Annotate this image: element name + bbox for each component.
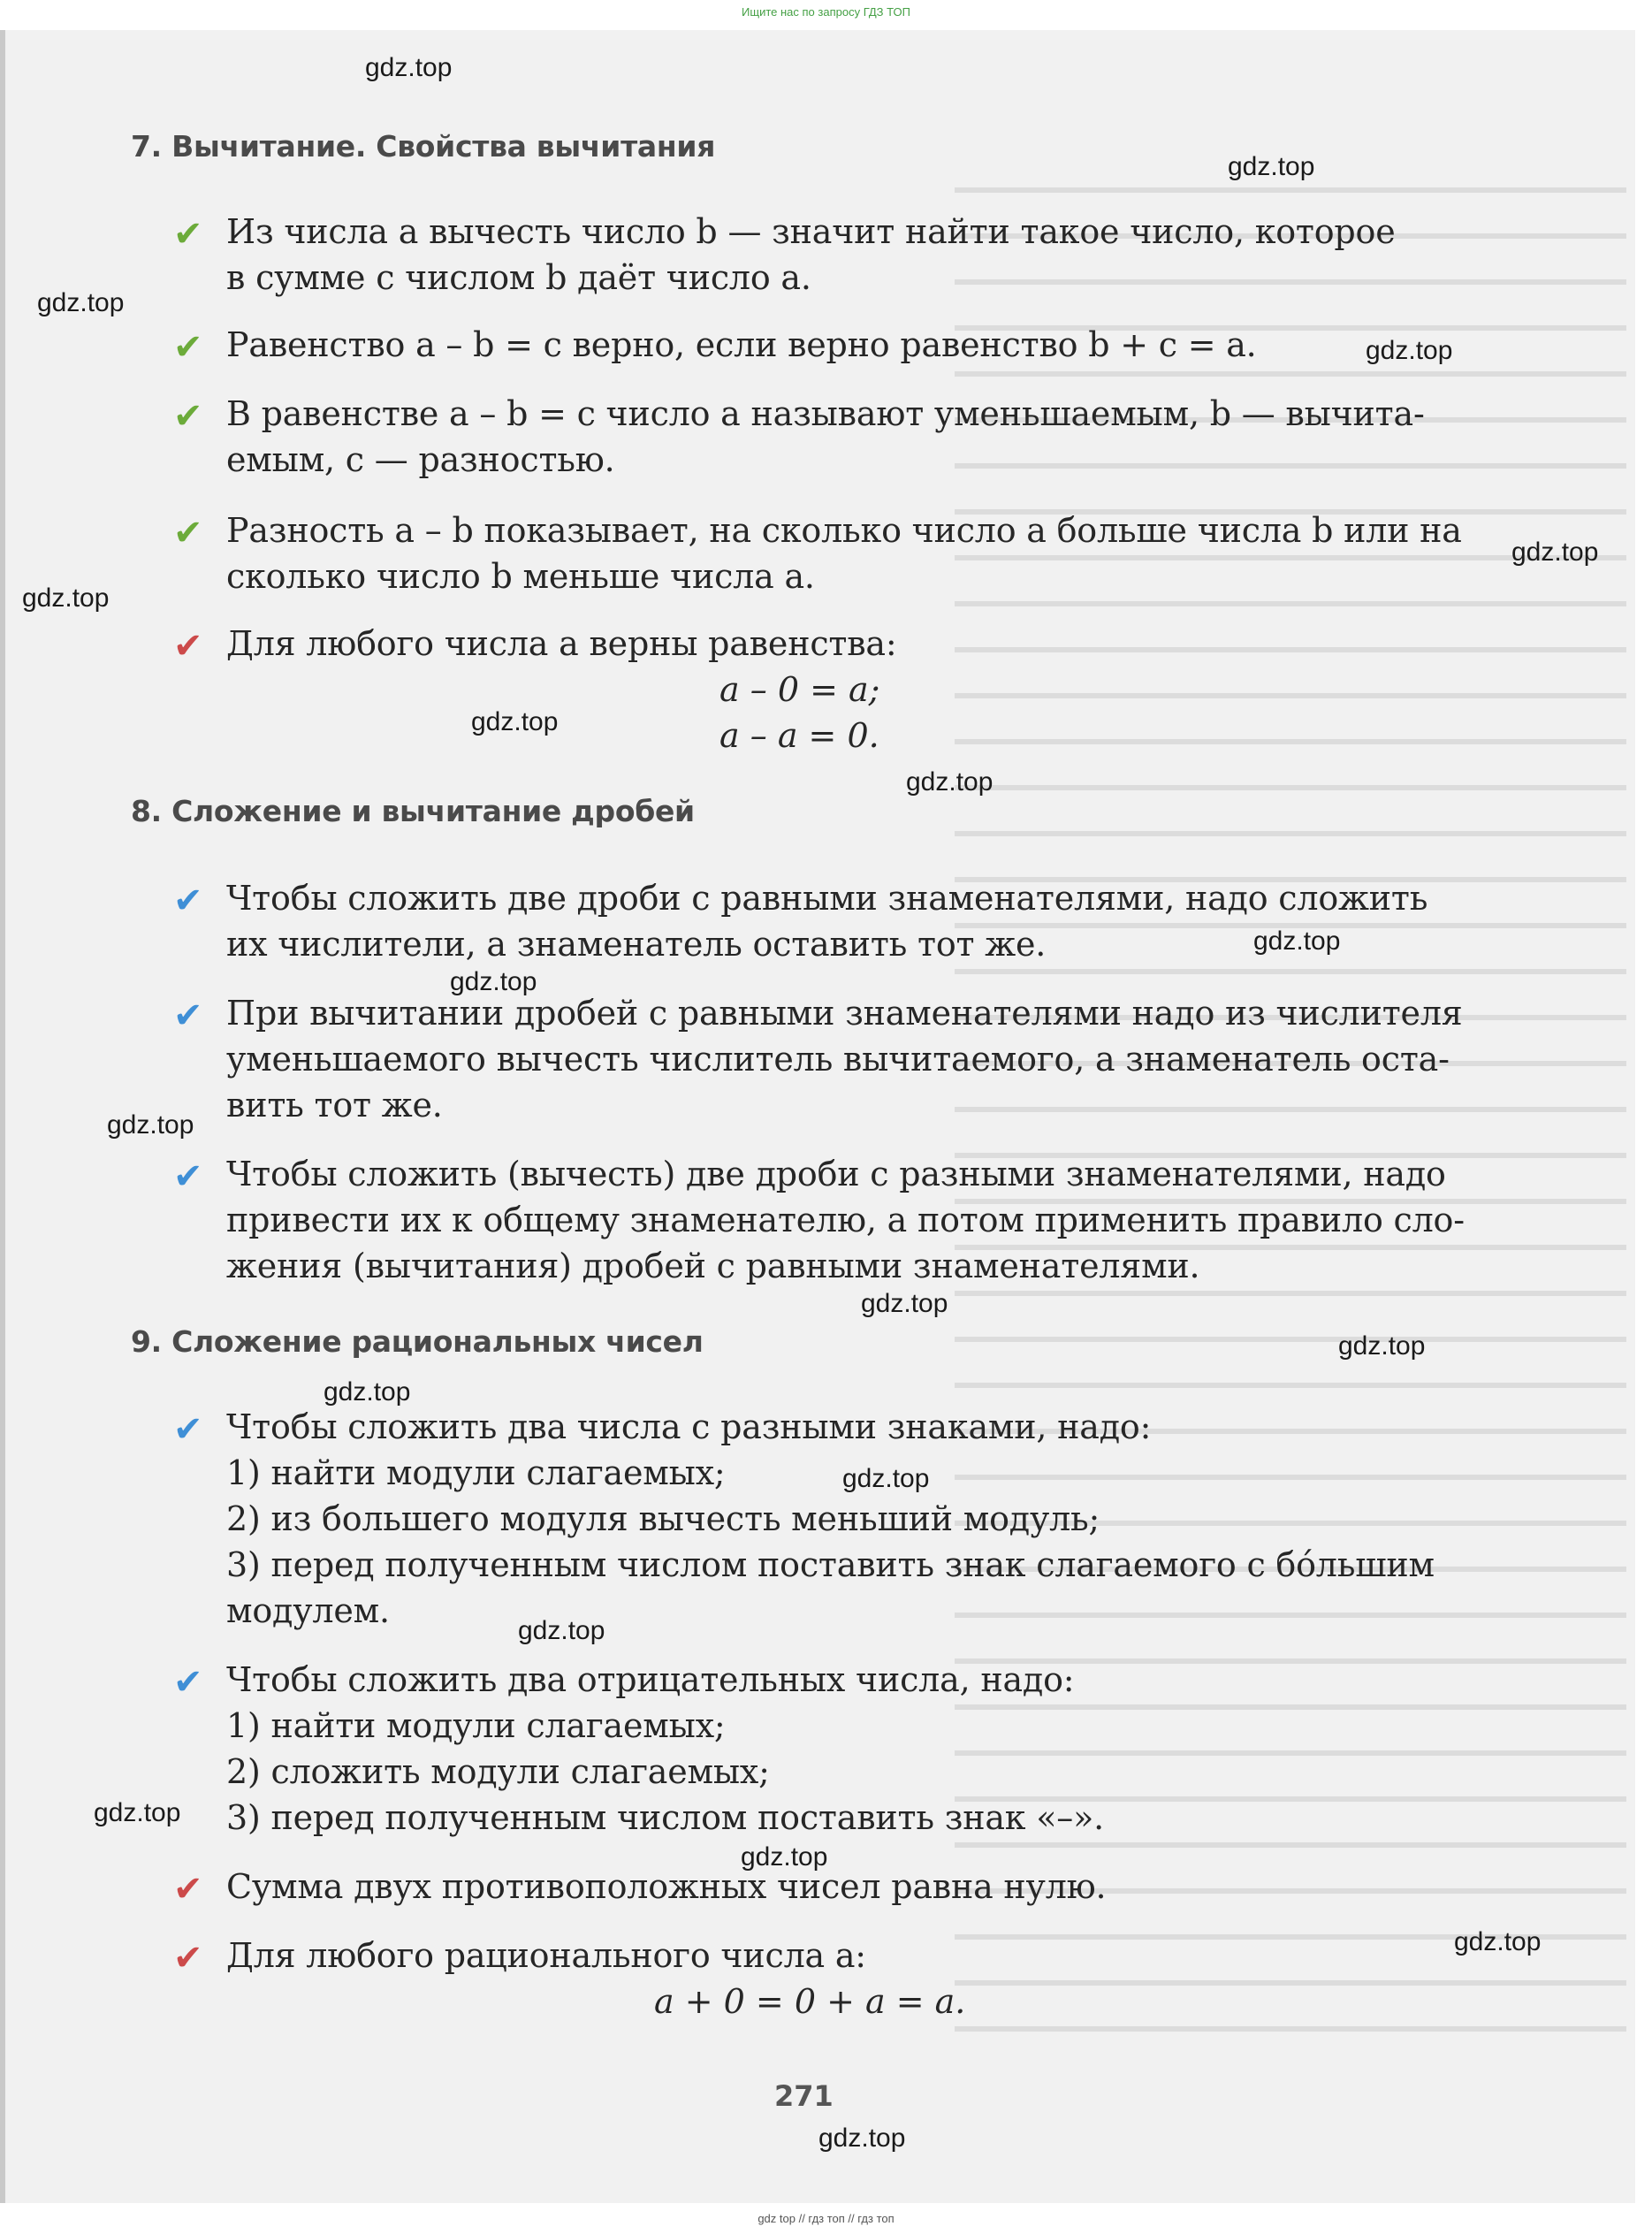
page-number: 271 (774, 2079, 834, 2113)
text-line: емым, c — разностью. (226, 440, 615, 479)
text-line: в сумме с числом b даёт число a. (226, 258, 811, 297)
text-line: Чтобы сложить две дроби с равными знаменателями, надо сложить (226, 879, 1428, 918)
formula: a – a = 0. (719, 716, 879, 755)
watermark: gdz.top (906, 767, 993, 797)
text-line: 2) сложить модули слагаемых; (226, 1752, 770, 1791)
text-line: 3) перед полученным числом поставить знак «–». (226, 1798, 1105, 1837)
watermark: gdz.top (1454, 1927, 1542, 1956)
text-line: При вычитании дробей с равными знаменателями надо из числителя (226, 994, 1463, 1033)
watermark: gdz.top (94, 1798, 181, 1827)
section-8-title: 8. Сложение и вычитание дробей (131, 794, 695, 828)
text-line: сколько число b меньше числа a. (226, 557, 815, 596)
text-line: Для любого числа a верны равенства: (226, 624, 897, 663)
text-line: Разность a – b показывает, на сколько число a больше числа b или на (226, 511, 1462, 550)
watermark: gdz.top (1511, 538, 1599, 567)
text-line: Сумма двух противоположных чисел равна нулю. (226, 1867, 1107, 1906)
text-line: их числители, а знаменатель оставить тот же. (226, 925, 1047, 964)
watermark: gdz.top (107, 1110, 194, 1140)
watermark: gdz.top (37, 288, 125, 317)
watermark: gdz.top (842, 1464, 930, 1493)
text-line: Равенство a – b = c верно, если верно равенство b + c = a. (226, 325, 1257, 364)
check-icon: ✔ (173, 1409, 203, 1450)
section-7-title: 7. Вычитание. Свойства вычитания (131, 129, 716, 164)
watermark: gdz.top (365, 53, 453, 82)
watermark: gdz.top (861, 1289, 948, 1318)
text-line: 3) перед полученным числом поставить знак слагаемого с бóльшим (226, 1545, 1435, 1584)
textbook-page (0, 30, 1635, 2203)
watermark: gdz.top (741, 1842, 828, 1872)
text-line: Для любого рационального числа a: (226, 1936, 866, 1975)
check-icon: ✔ (173, 626, 203, 667)
check-icon: ✔ (173, 1869, 203, 1910)
text-line: 1) найти модули слагаемых; (226, 1706, 726, 1745)
check-icon: ✔ (173, 396, 203, 437)
text-line: Чтобы сложить два числа с разными знаками, надо: (226, 1407, 1152, 1446)
check-icon: ✔ (173, 214, 203, 255)
watermark: gdz.top (1366, 336, 1453, 365)
watermark: gdz.top (1253, 926, 1341, 956)
text-line: привести их к общему знаменателю, а потом применить правило сло- (226, 1201, 1465, 1239)
text-line: вить тот же. (226, 1086, 443, 1125)
text-line: Чтобы сложить (вычесть) две дроби с разными знаменателями, надо (226, 1155, 1446, 1193)
check-icon: ✔ (173, 1938, 203, 1979)
watermark: gdz.top (22, 583, 110, 613)
top-banner: Ищите нас по запросу ГДЗ ТОП (742, 5, 910, 19)
check-icon: ✔ (173, 513, 203, 553)
watermark: gdz.top (818, 2123, 906, 2153)
check-icon: ✔ (173, 1156, 203, 1197)
text-line: модулем. (226, 1591, 390, 1630)
text-line: уменьшаемого вычесть числитель вычитаемого, а знаменатель оста- (226, 1040, 1450, 1079)
text-line: В равенстве a – b = c число a называют уменьшаемым, b — вычита- (226, 394, 1425, 433)
formula: a + 0 = 0 + a = a. (654, 1982, 966, 2021)
check-icon: ✔ (173, 995, 203, 1036)
text-line: Из числа a вычесть число b — значит найти такое число, которое (226, 212, 1396, 251)
text-line: 1) найти модули слагаемых; (226, 1453, 726, 1492)
bleed-through-background (955, 163, 1626, 2063)
check-icon: ✔ (173, 881, 203, 921)
check-icon: ✔ (173, 1662, 203, 1703)
watermark: gdz.top (1338, 1331, 1426, 1361)
watermark: gdz.top (450, 967, 537, 996)
section-9-title: 9. Сложение рациональных чисел (131, 1324, 704, 1359)
footer-banner: gdz top // гдз топ // гдз топ (757, 2212, 895, 2225)
text-line: жения (вычитания) дробей с равными знаменателями. (226, 1247, 1200, 1285)
watermark: gdz.top (471, 707, 559, 736)
watermark: gdz.top (324, 1377, 411, 1407)
text-line: Чтобы сложить два отрицательных числа, надо: (226, 1660, 1075, 1699)
text-line: 2) из большего модуля вычесть меньший модуль; (226, 1499, 1100, 1538)
formula: a – 0 = a; (719, 670, 880, 709)
watermark: gdz.top (1228, 152, 1315, 181)
watermark: gdz.top (518, 1616, 605, 1645)
check-icon: ✔ (173, 327, 203, 368)
